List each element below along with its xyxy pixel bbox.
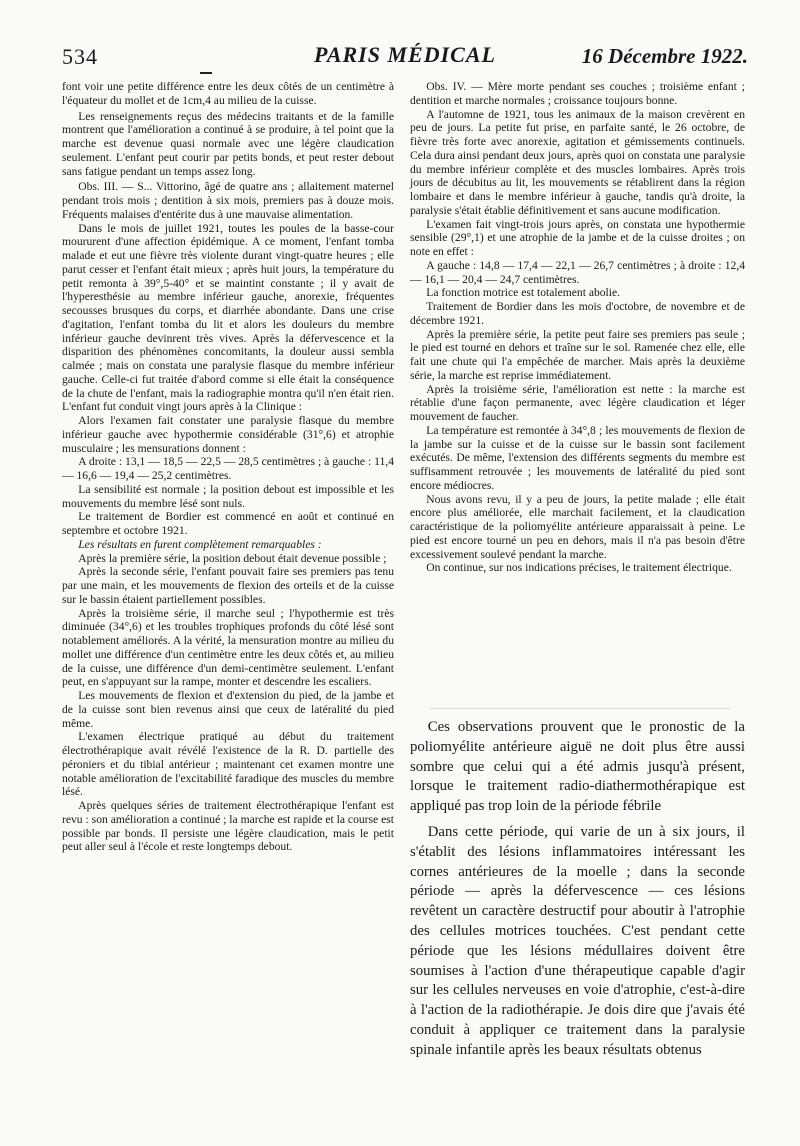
measurements: A droite : 13,1 — 18,5 — 22,5 — 28,5 centimètres ; à gauche : 11,4 — 16,6 — 19,4 — 25,2 centimètres. xyxy=(62,455,394,482)
results-heading: Les résultats en furent complètement remarquables : xyxy=(78,537,322,551)
paragraph: Après la seconde série, l'enfant pouvait faire ses premiers pas tenu par une main, et les mouvements de flexion des orteils et de la cuisse sur le bassin étaient partiellement possibles. xyxy=(62,565,394,606)
journal-title: PARIS MÉDICAL xyxy=(314,42,496,67)
paragraph: Après quelques séries de traitement électrothérapique l'enfant est revu : son amélioration a continué ; la marche est rapide et la course est possible par bonds. Il persiste une légère claudication, mais le petit peut aller seul à l'école et reste longtemps debout. xyxy=(62,799,394,854)
paragraph: Dans le mois de juillet 1921, toutes les poules de la basse-cour moururent d'une affection épidémique. A ce moment, l'enfant tomba malade et eut une fièvre très violente durant vingt-quatre heures ; elle parut cesser et l'enfant était mieux ; après huit jours, la température du petit remonta à 39°,5-40° et se maintint constante ; il y avait de l'hyperesthésie au membre inférieur gauche, anorexie, fréquentes secousses brusques du corps, et diarrhée abondante. Dans une crise d'agitation, l'enfant tomba du lit et alors les douleurs du membre inférieur gauche devinrent très vives. Après la défervescence et la disparition des phénomènes concomitants, la douleur aussi sembla calmée ; mais on constata une paralysie flasque du membre inférieur gauche. Celle-ci fut traitée d'abord comme si elle était la conséquence de la chute de l'enfant, mais la radiographie montra qu'il n'en était rien. L'enfant fut conduit vingt jours après à la Clinique : xyxy=(62,221,394,414)
paragraph: Après la première série, la petite peut faire ses premiers pas seule ; le pied est tourné en dehors et traîne sur le sol. Ramenée chez elle, elle fait une chute qui l'a empêchée de marcher. Mais après la deuxième série, la marche est reprise immédiatement. xyxy=(410,327,745,382)
conclusion-paragraph: Ces observations prouvent que le pronostic de la poliomyélite antérieure aiguë ne doit plus être aussi sombre que celui qui a été admis jusqu'à présent, lorsque le traitement radio-diathermothérapique est appliqué pas trop loin de la période fébrile xyxy=(410,719,745,815)
page-number: 534 xyxy=(62,44,98,69)
paragraph: Après la troisième série, il marche seul ; l'hypothermie est très diminuée (34°,6) et les troubles trophiques profonds du côté lésé sont notablement améliorés. A la vérité, la mensuration montre au milieu du mollet une différence d'un centimètre entre les deux côtés et, au milieu de la cuisse, une différence d'un demi-centimètre seulement. L'enfant peut, en s'appuyant sur la rampe, monter et descendre les escaliers. xyxy=(62,606,394,689)
paragraph: font voir une petite différence entre les deux côtés de un centimètre à l'équateur du mollet et de 1cm,4 au milieu de la cuisse. xyxy=(62,80,394,107)
paragraph: A l'automne de 1921, tous les animaux de la maison crevèrent en peu de jours. La petite fut prise, en parfaite santé, le 26 octobre, de fièvre très forte avec anorexie, agitation et gémissements continuels. Cela dura ainsi pendant deux jours, après quoi on constata une paralysie du membre inférieur complète et des muscles lombaires. Après trois jours de décubitus au lit, les mouvements se rétablirent dans la région lombaire et dans le membre inférieur à gauche, tandis qu'à droite, la paralysie s'était établie définitivement et sans aucune modification. xyxy=(410,107,745,217)
measurements: A gauche : 14,8 — 17,4 — 22,1 — 26,7 centimètres ; à droite : 12,4 — 16,1 — 20,4 — 24,7 centimètres. xyxy=(410,258,745,286)
paragraph: L'examen électrique pratiqué au début du traitement électrothérapique avait révélé l'existence de la R. D. partielle des péroniers et du tibial antérieur ; maintenant cet examen montre une notable amélioration de l'excitabilité faradique des muscles du membre lésé. xyxy=(62,730,394,799)
left-column xyxy=(62,80,394,854)
paragraph: Après la troisième série, l'amélioration est nette : la marche est rétablie d'une façon permanente, avec légère claudication et léger mouvement de faucher. xyxy=(410,382,745,423)
paragraph: Les renseignements reçus des médecins traitants et de la famille montrent que l'amélioration a continué à se produire, à tel point que la marche est devenue quasi normale avec une légère claudication seulement. L'enfant peut courir par petits bonds, et peut rester debout sans fatigue pendant un temps assez long. xyxy=(62,109,394,178)
conclusion-paragraph: Dans cette période, qui varie de un à six jours, il s'établit des lésions inflammatoires intéressant les cornes antérieures de la moelle ; dans la seconde période — après la défervescence — ces lésions revêtent un caractère destructif pour aboutir à l'atrophie des cellules motrices touchées. C'est pendant cette période que les lésions médullaires doivent être soumises à l'action d'une thérapeutique capable d'agir sur les cellules nerveuses en voie d'atrophie, c'est-à-dire à l'action de la radiothérapie. Je dois dire que j'avais été conduit à appliquer ce traitement dans la paralysie spinale infantile après les beaux résultats obtenus xyxy=(410,823,745,1058)
observation-heading-4: Obs. IV. — Mère morte pendant ses couches ; troisième enfant ; dentition et marche normales ; croissance toujours bonne. xyxy=(410,80,745,107)
header-rule xyxy=(200,72,212,74)
paragraph: Le traitement de Bordier est commencé en août et continué en septembre et octobre 1921. xyxy=(62,510,394,537)
paragraph: Alors l'examen fait constater une paralysie flasque du membre inférieur gauche avec hypothermie considérable (31°,6) et atrophie musculaire ; les mensurations donnent : xyxy=(62,414,394,455)
paragraph: Les mouvements de flexion et d'extension du pied, de la jambe et de la cuisse sont bien revenus ainsi que ceux de latéralité du pied même. xyxy=(62,689,394,730)
running-header xyxy=(62,40,748,74)
right-column xyxy=(410,80,745,575)
paragraph: L'examen fait vingt-trois jours après, on constata une hypothermie sensible (29°,1) et une atrophie de la jambe et de la cuisse droites ; on note en effet : xyxy=(410,217,745,258)
paragraph: La sensibilité est normale ; la position debout est impossible et les mouvements du membre lésé sont nuls. xyxy=(62,482,394,510)
paragraph: La température est remontée à 34°,8 ; les mouvements de flexion de la jambe sur la cuisse et de la cuisse sur le bassin sont facilement exécutés. De même, l'extension des différents segments du membre est suffisamment retrouvée ; les mouvements de latéralité du pied sont encore médiocres. xyxy=(410,423,745,492)
observation-heading-3: Obs. III. — S... Vittorino, âgé de quatre ans ; allaitement maternel pendant trois mois ; dentition à six mois, premiers pas à douze mois. Fréquents malaises d'entérite dus à une mauvaise alimentation. xyxy=(62,180,394,221)
paragraph: Nous avons revu, il y a peu de jours, la petite malade ; elle était encore plus améliorée, elle marchait facilement, et la claudication caractéristique de la poliomyélite antérieure apparaissait à peine. Le pied est encore tourné un peu en dehors, mais il n'a pas besoin d'être excessivement soulevé pendant la marche. xyxy=(410,492,745,561)
issue-date: 16 Décembre 1922. xyxy=(581,44,748,68)
section-divider xyxy=(430,708,730,709)
paragraph: La fonction motrice est totalement abolie. xyxy=(426,286,621,300)
paragraph: Traitement de Bordier dans les mois d'octobre, de novembre et de décembre 1921. xyxy=(410,300,745,327)
conclusion-section xyxy=(410,718,745,1067)
paragraph: On continue, sur nos indications précises, le traitement électrique. xyxy=(426,561,732,575)
paragraph: Après la première série, la position debout était devenue possible ; xyxy=(78,551,387,565)
